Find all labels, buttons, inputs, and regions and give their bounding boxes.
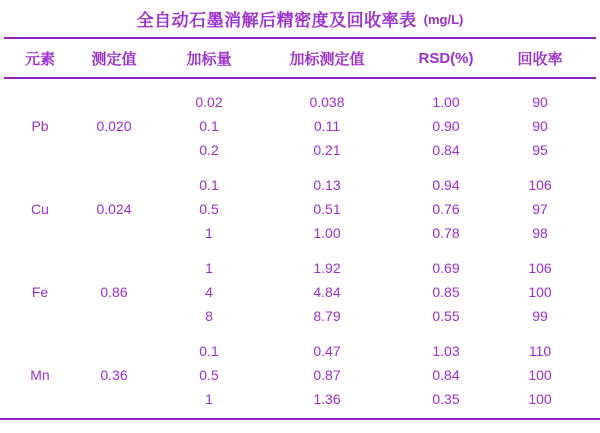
recovery-cell: 106 — [528, 177, 552, 193]
recovery-cell: 106 — [528, 260, 552, 276]
recovery-cell: 99 — [532, 308, 548, 324]
spiked-result-cell: 4.84 — [313, 284, 341, 300]
recovery-cell: 100 — [528, 391, 552, 407]
header-measured-value: 测定值 — [91, 50, 137, 68]
rsd-cell: 0.94 — [432, 177, 460, 193]
header-spiked-result: 加标测定值 — [289, 50, 365, 68]
rsd-cell: 1.03 — [432, 343, 460, 359]
rsd-cell: 0.90 — [432, 118, 460, 134]
spiked-result-cell: 0.038 — [309, 94, 345, 110]
rsd-cell: 0.84 — [432, 142, 460, 158]
rsd-cell: 0.55 — [432, 308, 460, 324]
recovery-cell: 100 — [528, 284, 552, 300]
element-group-pb — [0, 90, 600, 162]
element-cell: Fe — [31, 284, 49, 300]
recovery-cell: 98 — [532, 225, 548, 241]
spike-amount-cell: 0.1 — [199, 177, 219, 193]
element-cell: Pb — [31, 118, 49, 134]
recovery-cell: 95 — [532, 142, 548, 158]
table-body — [0, 79, 600, 418]
spike-amount-cell: 0.02 — [195, 94, 223, 110]
spiked-result-cell: 0.47 — [313, 343, 341, 359]
element-cell: Cu — [31, 201, 49, 217]
spiked-result-cell: 0.13 — [313, 177, 341, 193]
header-recovery: 回收率 — [517, 50, 563, 68]
bottom-rule — [0, 418, 600, 420]
rsd-cell: 0.76 — [432, 201, 460, 217]
spiked-result-cell: 1.92 — [313, 260, 341, 276]
element-cell: Mn — [30, 367, 50, 383]
recovery-cell: 90 — [532, 94, 548, 110]
header-spike-amount: 加标量 — [186, 50, 232, 68]
spike-amount-cell: 0.5 — [199, 201, 219, 217]
rsd-cell: 0.69 — [432, 260, 460, 276]
header-element: 元素 — [24, 50, 55, 68]
spike-amount-cell: 1 — [205, 391, 213, 407]
recovery-cell: 90 — [532, 118, 548, 134]
spiked-result-cell: 0.21 — [313, 142, 341, 158]
rsd-cell: 0.85 — [432, 284, 460, 300]
spiked-result-cell: 0.11 — [313, 118, 341, 134]
spiked-result-cell: 0.51 — [313, 201, 341, 217]
spiked-result-cell: 1.00 — [313, 225, 341, 241]
spiked-result-cell: 0.87 — [313, 367, 341, 383]
measured-value-cell: 0.36 — [100, 367, 128, 383]
spike-amount-cell: 0.5 — [199, 367, 219, 383]
rsd-cell: 0.84 — [432, 367, 460, 383]
page-title — [0, 0, 600, 37]
spike-amount-cell: 1 — [205, 225, 213, 241]
element-group-fe — [0, 256, 600, 328]
page-title-unit: (mg/L) — [423, 12, 464, 27]
recovery-cell: 110 — [528, 343, 552, 359]
measured-value-cell: 0.86 — [100, 284, 128, 300]
spike-amount-cell: 0.1 — [199, 118, 219, 134]
measured-value-cell: 0.024 — [96, 201, 132, 217]
spiked-result-cell: 8.79 — [313, 308, 341, 324]
table-header-row — [0, 39, 600, 77]
element-group-cu — [0, 173, 600, 245]
measured-value-cell: 0.020 — [96, 118, 132, 134]
rsd-cell: 1.00 — [432, 94, 460, 110]
spiked-result-cell: 1.36 — [313, 391, 341, 407]
element-group-mn — [0, 339, 600, 411]
spike-amount-cell: 8 — [205, 308, 213, 324]
recovery-cell: 97 — [532, 201, 548, 217]
spike-amount-cell: 1 — [205, 260, 213, 276]
spike-amount-cell: 0.2 — [199, 142, 219, 158]
rsd-cell: 0.78 — [432, 225, 460, 241]
header-rsd: RSD(%) — [418, 49, 474, 67]
spike-amount-cell: 4 — [205, 284, 213, 300]
rsd-cell: 0.35 — [432, 391, 460, 407]
spike-amount-cell: 0.1 — [199, 343, 219, 359]
recovery-cell: 100 — [528, 367, 552, 383]
page-title-text: 全自动石墨消解后精密度及回收率表 — [136, 11, 417, 30]
